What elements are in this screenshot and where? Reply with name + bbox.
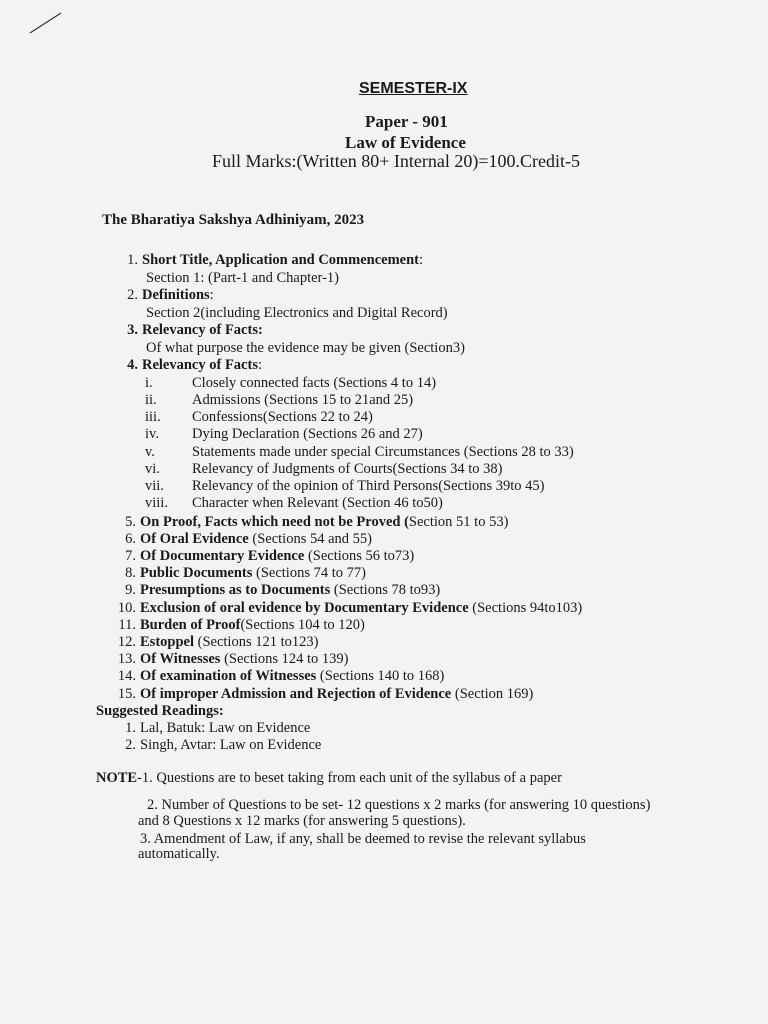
unit-title: Relevancy of Facts [142,357,258,373]
course-title: Law of Evidence [345,133,466,152]
unit-item: 12. Estoppel (Sections 121 to123) [117,634,319,650]
unit-item: 15. Of improper Admission and Rejection of Evidence (Section 169) [117,686,534,702]
unit-title: Short Title, Application and Commencement [142,252,419,268]
unit-title: Definitions [142,287,210,303]
note-line-4: 3. Amendment of Law, if any, shall be deemed to revise the relevant syllabus [140,831,586,847]
unit-number: 3. [127,322,138,338]
pen-stroke-mark [28,10,64,36]
paper-number: Paper - 901 [365,112,448,131]
unit-title: Relevancy of Facts: [142,322,263,338]
unit-2-detail: Section 2(including Electronics and Digital Record) [146,305,448,321]
unit-number: 4. [127,357,138,373]
unit-number: 2. [127,287,138,303]
unit-item: 10. Exclusion of oral evidence by Documentary Evidence (Sections 94to103) [117,600,583,616]
sub-item: iv. Dying Declaration (Sections 26 and 27) [145,426,423,442]
unit-number: 1. [127,252,138,268]
sub-item: i. Closely connected facts (Sections 4 to 14) [145,375,437,391]
sub-item: viii. Character when Relevant (Section 46 to50) [145,495,443,511]
unit-item: 11. Burden of Proof(Sections 104 to 120) [118,617,365,633]
note-line-2: 2. Number of Questions to be set- 12 questions x 2 marks (for answering 10 questions) [147,797,651,813]
reading-item: 1. Lal, Batuk: Law on Evidence [125,720,311,736]
sub-item: vii. Relevancy of the opinion of Third Persons(Sections 39to 45) [145,478,545,494]
note-line-5: automatically. [138,846,220,862]
unit-item: 7. Of Documentary Evidence (Sections 56 to73) [125,548,415,564]
sub-item: v. Statements made under special Circumstances (Sections 28 to 33) [145,444,574,460]
note-line-3: and 8 Questions x 12 marks (for answering 5 questions). [138,813,466,829]
sub-item: vi. Relevancy of Judgments of Courts(Sections 34 to 38) [145,461,503,477]
unit-item: 13. Of Witnesses (Sections 124 to 139) [117,651,349,667]
act-title: The Bharatiya Sakshya Adhiniyam, 2023 [102,212,365,228]
unit-3-detail: Of what purpose the evidence may be given (Section3) [146,340,465,356]
unit-2: 2. Definitions: [114,287,214,304]
unit-1-detail: Section 1: (Part-1 and Chapter-1) [146,270,339,286]
unit-item: 8. Public Documents (Sections 74 to 77) [125,565,366,581]
sub-item: ii. Admissions (Sections 15 to 21and 25) [145,392,414,408]
reading-item: 2. Singh, Avtar: Law on Evidence [125,737,322,753]
unit-item: 5. On Proof, Facts which need not be Proved (Section 51 to 53) [125,514,509,530]
marks-credit: Full Marks:(Written 80+ Internal 20)=100.Credit-5 [212,151,581,171]
unit-3 [114,322,263,339]
sub-item: iii. Confessions(Sections 22 to 24) [145,409,373,425]
readings-heading: Suggested Readings: [96,703,224,719]
unit-4: 4. Relevancy of Facts: [114,357,262,374]
note-line-1: NOTE-1. Questions are to beset taking from each unit of the syllabus of a paper [96,770,562,786]
unit-item: 14. Of examination of Witnesses (Sections 140 to 168) [117,668,445,684]
semester-title: SEMESTER-IX [359,80,468,97]
unit-item: 6. Of Oral Evidence (Sections 54 and 55) [125,531,372,547]
unit-item: 9. Presumptions as to Documents (Sections 78 to93) [125,582,441,598]
unit-1: 1. Short Title, Application and Commencement: [114,252,423,269]
